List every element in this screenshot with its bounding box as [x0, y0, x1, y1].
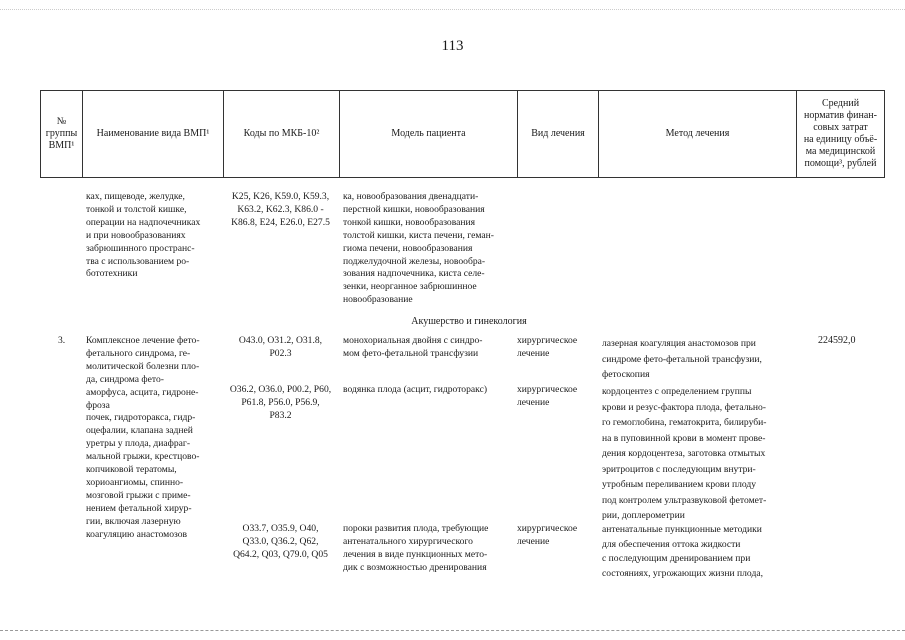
- header-icd-codes: Коды по МКБ-10²: [243, 128, 320, 139]
- header-divider: [884, 90, 885, 177]
- row-icd-codes: O43.0, O31.2, O31.8, P02.3: [238, 335, 323, 359]
- continuation-icd-codes: K25, K26, K59.0, K59.3, K63.2, K62.3, K86.0 - K86.8, E24, E26.0, E27.5: [231, 191, 330, 228]
- row-treatment-type: хирургическое лечение: [517, 523, 578, 547]
- scan-artifact-top: [0, 9, 905, 10]
- row-patient-model: пороки развития плода, требующие антенатального хирургического лечения в виде пункционных мето- дик с возможностью дренирования: [343, 523, 489, 573]
- row-patient-model: монохориальная двойня с синдро- мом фето-фетальной трансфузии: [343, 335, 483, 359]
- row-treatment-method: лазерная коагуляция анастомозов при синдроме фето-фетальной трансфузии, фетоскопия: [602, 338, 762, 380]
- row-icd-codes: O36.2, O36.0, P00.2, P60, P61.8, P56.0, P56.9, P83.2: [229, 384, 332, 421]
- header-treatment-type: Вид лечения: [531, 128, 585, 139]
- header-vmp-name: Наименование вида ВМП¹: [96, 128, 210, 139]
- row-treatment-type: хирургическое лечение: [517, 384, 578, 408]
- group-cost: 224592,0: [818, 335, 856, 346]
- row-icd-codes: O33.7, O35.9, O40, Q33.0, Q36.2, Q62, Q64.2, Q03, Q79.0, Q05: [233, 523, 328, 560]
- section-title: Акушерство и гинекология: [411, 316, 527, 327]
- continuation-vmp-name: ках, пищеводе, желудке, тонкой и толстой кишке, операции на надпочечниках и при новообразованиях забрюшинного пространс- тва с использованием ро- бототехники: [86, 191, 201, 280]
- header-bottom-border: [40, 177, 885, 178]
- group-vmp-name: Комплексное лечение фето- фетального синдрома, ге- молитической болезни пло- да, синдрома фето- аморфуса, асцита, гидроне- фроза почек, гидроторакса, гидр- оцефалии, клапана задней уретры у плода, диафраг- мальной грыжи, крестцово- копчиковой тератомы, хориоангиомы, спинно- мозговой грыжи с приме- нением фетальной хирур- гии, включая лазерную коагуляцию анастомозов: [86, 335, 200, 540]
- header-treatment-method: Метод лечения: [665, 128, 730, 139]
- header-group-number: № группы ВМП¹: [45, 116, 78, 151]
- header-patient-model: Модель пациента: [391, 128, 466, 139]
- row-treatment-type: хирургическое лечение: [517, 335, 578, 359]
- continuation-patient-model: ка, новообразования двенадцати- перстной кишки, новообразования тонкой кишки, новообразования толстой кишки, киста печени, геман- гиома печени, новообразования поджелудочной железы, новообра- зования надпочечника, киста селе- зенки, неорганное забрюшинное новообразование: [343, 191, 494, 306]
- header-cost-norm: Средний норматив финан- совых затрат на единицу объё- ма медицинской помощи³, рублей: [803, 98, 878, 169]
- scan-artifact-bottom: [0, 630, 905, 631]
- page-number: 113: [441, 38, 464, 54]
- row-patient-model: водянка плода (асцит, гидроторакс): [343, 384, 488, 395]
- row-treatment-method: антенатальные пункционные методики для обеспечения оттока жидкости с последующим дренированием при состояниях, угрожающих жизни плода,: [602, 524, 763, 579]
- row-treatment-method: кордоцентез с определением группы крови и резус-фактора плода, фетально- го гемоглобина, гематокрита, билируби- на в пуповинной крови в момент прове- дения кордоцентеза, заготовка отмытых эритроцитов с последующим внутри- утробным переливанием крови плоду под контролем ультразвуковой фетомет- рии, доплерометрии: [602, 386, 767, 521]
- group-number: 3.: [58, 335, 66, 346]
